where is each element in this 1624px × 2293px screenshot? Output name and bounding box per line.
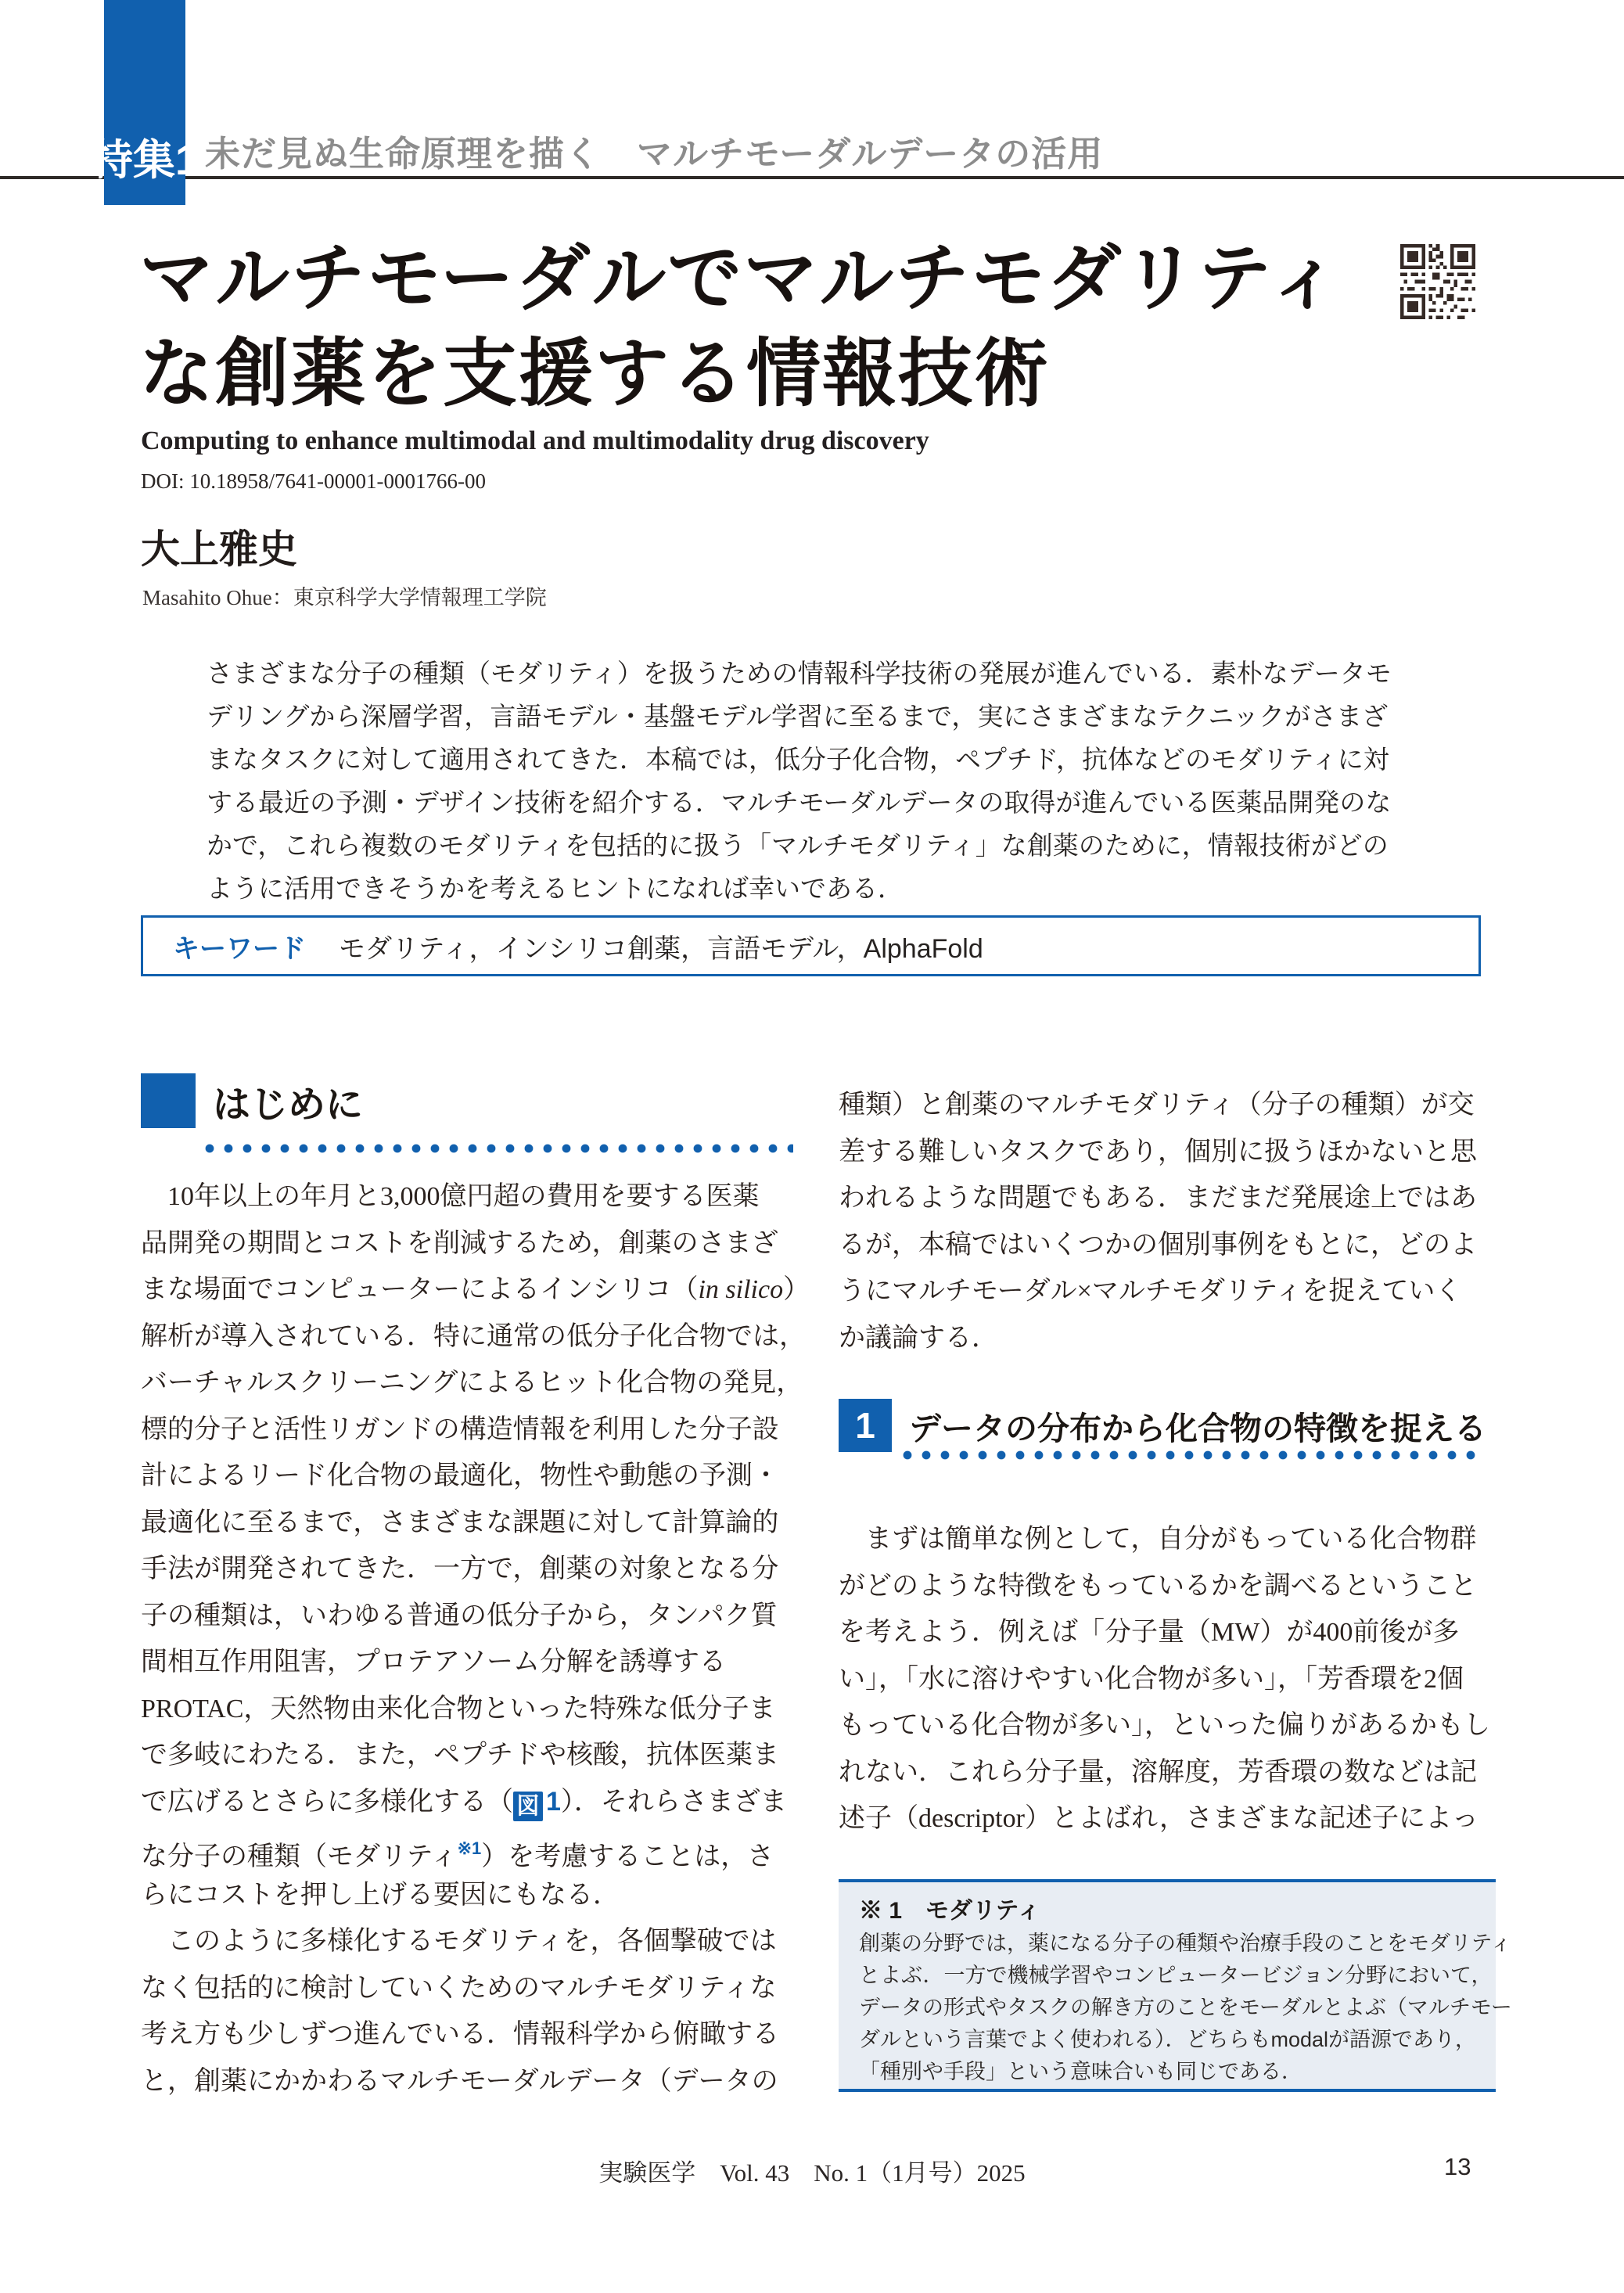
footnote-box bbox=[839, 1879, 1512, 2092]
body-line: われるような問題でもある．まだまだ発展途上ではあ bbox=[839, 1184, 1477, 1213]
body-line: 10年以上の年月と3,000億円超の費用を要する医薬 bbox=[141, 1182, 760, 1211]
feature-badge bbox=[90, 0, 199, 205]
body-line: な分子の種類（モダリティ$^{※1}$）を考慮することは，さ bbox=[141, 1838, 774, 1871]
subtitle-english: Computing to enhance multimodal and multimodality drug discovery bbox=[141, 426, 929, 455]
body-line: で広げるとさらに多様化する（ 図 1）．それらさまざま bbox=[141, 1779, 802, 1826]
body-line: PROTAC，天然物由来化合物といった特殊な低分子ま bbox=[141, 1694, 776, 1723]
masthead-rule bbox=[0, 176, 1624, 179]
footnote-line: 創薬の分野では，薬になる分子の種類や治療手段のことをモダリティ bbox=[859, 1932, 1512, 1955]
latin-italic: in silico bbox=[698, 1275, 784, 1304]
body-line: バーチャルスクリーニングによるヒット化合物の発見， bbox=[141, 1368, 803, 1397]
abstract-line: さまざまな分子の種類（モダリティ）を扱うための情報科学技術の発展が進んでいる．素朴なデータモ bbox=[207, 659, 1392, 688]
article-title-line1: マルチモーダルでマルチモダリティ bbox=[139, 237, 1343, 320]
body-line: まずは簡単な例として，自分がもっている化合物群 bbox=[839, 1525, 1477, 1554]
keywords-text: モダリティ，インシリコ創薬，言語モデル，AlphaFold bbox=[339, 933, 983, 964]
qr-code bbox=[1400, 244, 1475, 319]
footnote-line: データの形式やタスクの解き方のことをモーダルとよぶ（マルチモー bbox=[859, 1996, 1512, 2019]
footnote-line: ダルという言葉でよく使われる）．どちらもmodalが語源であり， bbox=[859, 2028, 1477, 2051]
section-heading-1 bbox=[839, 1399, 1486, 1452]
body-line: を考えよう．例えば「分子量（MW）が400前後が多 bbox=[839, 1618, 1460, 1647]
page-number: 13 bbox=[1444, 2153, 1471, 2180]
body-line: で多岐にわたる．また，ペプチドや核酸，抗体医薬ま bbox=[141, 1741, 779, 1770]
feature-badge-label: 特集1 bbox=[90, 137, 199, 184]
body-line: 計によるリード化合物の最適化，物性や動態の予測・ bbox=[141, 1461, 779, 1490]
body-line: れない．これら分子量，溶解度，芳香環の数などは記 bbox=[839, 1757, 1477, 1787]
body-line: まな場面でコンピューターによるインシリコ（in silico） bbox=[141, 1275, 810, 1304]
footnote-line: とよぶ．一方で機械学習やコンピュータービジョン分野において， bbox=[859, 1964, 1493, 1987]
article-title bbox=[139, 231, 1343, 422]
doi: DOI: 10.18958/7641-00001-0001766-00 bbox=[141, 469, 486, 493]
body-line: 考え方も少しずつ進んでいる．情報科学から俯瞰する bbox=[141, 2020, 779, 2049]
body-line: なく包括的に検討していくためのマルチモダリティな bbox=[141, 1973, 777, 2003]
body-line: このように多様化するモダリティを，各個撃破では bbox=[141, 1927, 777, 1956]
abstract-line: まなタスクに対して適用されてきた．本稿では，低分子化合物，ペプチド，抗体などのモダリティに対 bbox=[207, 745, 1389, 774]
keywords-box bbox=[141, 915, 1481, 976]
body-line: 間相互作用阻害，プロテアソーム分解を誘導する bbox=[141, 1648, 726, 1677]
body-line: 手法が開発されてきた．一方で，創薬の対象となる分 bbox=[141, 1554, 779, 1583]
section-heading-intro bbox=[141, 1073, 363, 1128]
body-column-right-top bbox=[839, 1082, 1500, 1361]
body-line: 最適化に至るまで，さまざまな課題に対して計算論的 bbox=[141, 1508, 779, 1537]
body-line: か議論する． bbox=[839, 1323, 998, 1353]
body-line: るが，本稿ではいくつかの個別事例をもとに，どのよ bbox=[839, 1230, 1477, 1260]
section-title-1: データの分布から化合物の特徴を捉える bbox=[909, 1410, 1486, 1447]
figure1-reference: 図 bbox=[513, 1792, 543, 1821]
dotted-rule bbox=[200, 1144, 793, 1153]
abstract-line: する最近の予測・デザイン技術を紹介する．マルチモーダルデータの取得が進んでいる医薬品開発のな bbox=[207, 788, 1392, 817]
body-line: 述子（descriptor）とよばれ，さまざまな記述子によっ bbox=[839, 1804, 1478, 1833]
keywords-label: キーワード bbox=[173, 933, 306, 964]
section-square-icon bbox=[141, 1073, 196, 1128]
body-line: 品開発の期間とコストを削減するため，創薬のさまざ bbox=[141, 1228, 778, 1258]
footnote1-reference: ※1 bbox=[457, 1838, 482, 1858]
author-name: 大上雅史 bbox=[141, 527, 297, 571]
footnote-line: 「種別や手段」という意味合いも同じである． bbox=[859, 2060, 1302, 2083]
section-title-intro: はじめに bbox=[213, 1084, 364, 1126]
body-line: 差する難しいタスクであり，個別に扱うほかないと思 bbox=[839, 1137, 1477, 1166]
footer-journal-info: 実験医学 Vol. 43 No. 1（1月号）2025 bbox=[598, 2159, 1026, 2187]
abstract-line: ように活用できそうかを考えるヒントになれば幸いである． bbox=[207, 874, 904, 903]
body-line: 種類）と創薬のマルチモダリティ（分子の種類）が交 bbox=[839, 1091, 1475, 1120]
author-affiliation: Masahito Ohue：東京科学大学情報理工学院 bbox=[142, 586, 547, 609]
abstract bbox=[207, 652, 1421, 910]
article-title-line2: な創薬を支援する情報技術 bbox=[139, 332, 1051, 415]
body-line: 子の種類は，いわゆる普通の低分子から，タンパク質 bbox=[141, 1601, 778, 1630]
body-column-right-bottom bbox=[839, 1516, 1500, 1842]
body-line: らにコストを押し上げる要因にもなる． bbox=[141, 1880, 620, 1910]
body-line: がどのような特徴をもっているかを調べるということ bbox=[839, 1571, 1477, 1601]
body-line: と，創薬にかかわるマルチモーダルデータ（データの bbox=[141, 2066, 778, 2096]
abstract-line: かで，これら複数のモダリティを包括的に扱う「マルチモダリティ」な創薬のために，情報技術がどの bbox=[207, 831, 1389, 860]
series-title: 未だ見ぬ生命原理を描く マルチモーダルデータの活用 bbox=[205, 134, 1104, 174]
body-line: もっている化合物が多い」，といった偏りがあるかもし bbox=[839, 1711, 1490, 1740]
section-number-square bbox=[839, 1399, 892, 1452]
body-line: 標的分子と活性リガンドの構造情報を利用した分子設 bbox=[141, 1414, 779, 1444]
body-line: い」，「水に溶けやすい化合物が多い」，「芳香環を2個 bbox=[839, 1664, 1464, 1694]
abstract-line: デリングから深層学習，言語モデル・基盤モデル学習に至るまで，実にさまざまなテクニックがさまざ bbox=[207, 702, 1389, 731]
footnote-title: ※ 1 モダリティ bbox=[859, 1898, 1041, 1924]
section-number: 1 bbox=[855, 1405, 875, 1446]
body-column-left bbox=[141, 1173, 810, 2104]
body-line: うにマルチモーダル×マルチモダリティを捉えていく bbox=[839, 1277, 1462, 1306]
body-line: 解析が導入されている．特に通常の低分子化合物では， bbox=[141, 1321, 806, 1351]
